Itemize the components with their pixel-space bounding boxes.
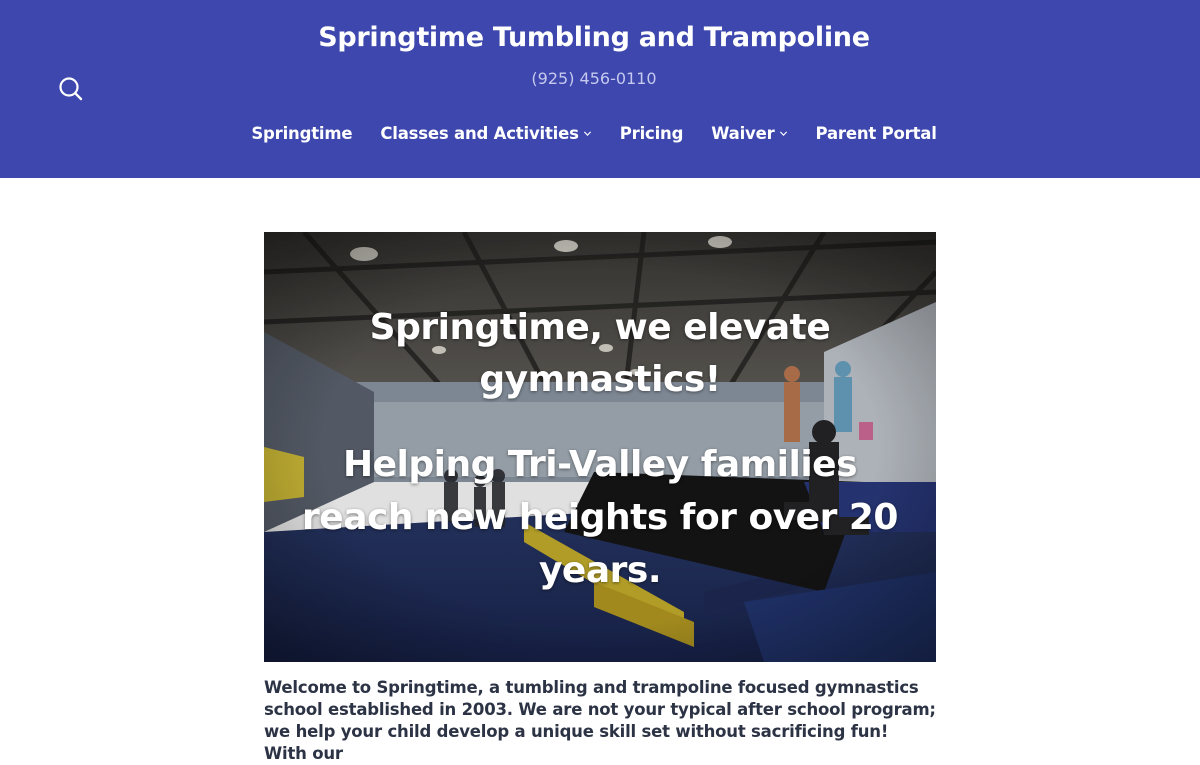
hero-banner	[264, 232, 936, 662]
nav-item-label: Parent Portal	[815, 124, 937, 143]
hero-subheading: Helping Tri-Valley families reach new heights for over 20 years.	[302, 444, 898, 591]
nav-item-label: Springtime	[251, 124, 353, 143]
chevron-down-icon	[779, 129, 788, 138]
nav-item-pricing[interactable]	[620, 124, 683, 143]
chevron-down-icon	[583, 129, 592, 138]
site-title[interactable]: Springtime Tumbling and Trampoline	[318, 22, 870, 53]
nav-item-springtime[interactable]	[251, 124, 352, 143]
nav-item-waiver[interactable]	[711, 124, 787, 143]
hero-heading: Springtime, we elevate gymnastics!	[369, 307, 831, 400]
intro-paragraph: Welcome to Springtime, a tumbling and trampoline focused gymnastics school established in 2003. We are not your typical after school program; we help your child develop a unique skill set without sacrificing fun! With our	[264, 678, 936, 763]
nav-item-parent-portal[interactable]	[816, 124, 937, 143]
main-nav	[0, 124, 1188, 143]
site-phone[interactable]: (925) 456-0110	[531, 69, 657, 88]
site-header	[0, 0, 1200, 178]
nav-item-label: Pricing	[619, 124, 684, 143]
nav-item-label: Waiver	[711, 124, 775, 143]
nav-item-classes-and-activities[interactable]	[380, 124, 591, 143]
nav-item-label: Classes and Activities	[380, 124, 579, 143]
